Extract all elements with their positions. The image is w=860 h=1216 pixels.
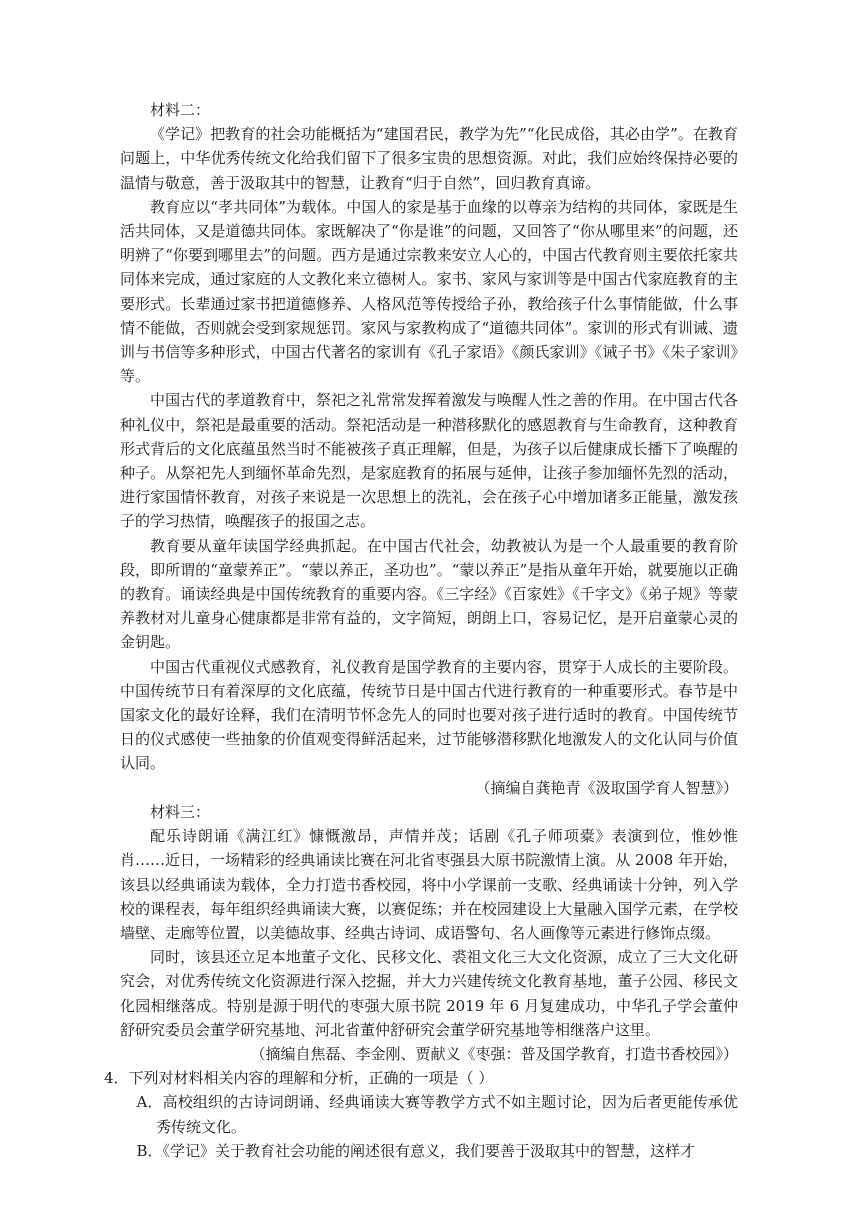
material-2-paragraph-3: 中国古代的孝道教育中，祭祀之礼常常发挥着激发与唤醒人性之善的作用。在中国古代各种礼仪中，祭祀是最重要的活动。祭祀活动是一种潜移默化的感恩教育与生命教育，这种教育形式背后的文化底蕴虽然当时不能被孩子真正理解，但是，为孩子以后健康成长播下了唤醒的种子。从祭祀先人到缅怀革命先烈，是家庭教育的拓展与延伸，让孩子参加缅怀先烈的活动，进行家国情怀教育，对孩子来说是一次思想上的洗礼，会在孩子心中增加诸多正能量，激发孩子的学习热情，唤醒孩子的报国之志。 bbox=[120, 391, 738, 531]
question-4-option-b: B．《学记》关于教育社会功能的阐述很有意义，我们要善于汲取其中的智慧，这样才 bbox=[136, 1141, 696, 1160]
material-3-paragraph-2: 同时，该县还立足本地董子文化、民移文化、裘祖文化三大文化资源，成立了三大文化研究会，对优秀传统文化资源进行深入挖掘，并大力兴建传统文化教育基地，董子公园、移民文化园相继落成。特别是源于明代的枣强大原书院 2019 年 6 月复建成功，中华孔子学会董仲舒研究委员会董学研究基地、河北省董仲舒研究会董学研究基地等相继落户这里。 bbox=[120, 948, 738, 1039]
document-page bbox=[104, 98, 738, 1163]
material-2-paragraph-5: 中国古代重视仪式感教育，礼仪教育是国学教育的主要内容，贯穿于人成长的主要阶段。中国传统节日有着深厚的文化底蕴，传统节日是中国古代进行教育的一种重要形式。春节是中国家文化的最好诠释，我们在清明节怀念先人的同时也要对孩子进行适时的教育。中国传统节日的仪式感使一些抽象的价值观变得鲜活起来，过节能够潜移默化地激发人的文化认同与价值认同。 bbox=[120, 657, 738, 773]
material-2-paragraph-2: 教育应以“孝共同体”为载体。中国人的家是基于血缘的以尊亲为结构的共同体，家既是生活共同体，又是道德共同体。家既解决了“你是谁”的问题，又回答了“你从哪里来”的问题，还明辨了“你要到哪里去”的问题。西方是通过宗教来安立人心的，中国古代教育则主要依托家共同体来完成，通过家庭的人文教化来立德树人。家书、家风与家训等是中国古代家庭教育的主要形式。长辈通过家书把道德修养、人格风范等传授给子孙，教给孩子什么事情能做，什么事情不能做，否则就会受到家规惩罚。家风与家教构成了“道德共同体”。家训的形式有训诫、遗训与书信等多种形式，中国古代著名的家训有《孔子家语》《颜氏家训》《诫子书》《朱子家训》等。 bbox=[120, 197, 738, 386]
question-4-stem: 4．下列对材料相关内容的理解和分析，正确的一项是（ ） bbox=[104, 1069, 494, 1088]
material-3-paragraph-1: 配乐诗朗诵《满江红》慷慨激昂，声情并茂；话剧《孔子师项橐》表演到位，惟妙惟肖……近日，一场精彩的经典诵读比赛在河北省枣强县大原书院激情上演。从 2008 年开始，该县以经典诵读为载体，全力打造书香校园，将中小学课前一支歌、经典诵读十分钟，列入学校的课程表，每年组织经典诵读大赛，以赛促练；并在校园建设上大量融入国学元素，在学校墙壁、走廊等位置，以美德故事、经典古诗词、成语警句、名人画像等元素进行修饰点缀。 bbox=[120, 827, 738, 942]
material-2-source: （摘编自龚艳青《汲取国学育人智慧》） bbox=[475, 778, 738, 797]
material-2-paragraph-1: 《学记》把教育的社会功能概括为“建国君民，教学为先”“化民成俗，其必由学”。在教育问题上，中华优秀传统文化给我们留下了很多宝贵的思想资源。对此，我们应始终保持必要的温情与敬意，善于汲取其中的智慧，让教育“归于自然”，回归教育真谛。 bbox=[120, 125, 738, 192]
material-2-paragraph-4: 教育要从童年读国学经典抓起。在中国古代社会，幼教被认为是一个人最重要的教育阶段，即所谓的“童蒙养正”。“蒙以养正，圣功也”。“蒙以养正”是指从童年开始，就要施以正确的教育。诵读经典是中国传统教育的重要内容。《三字经》《百家姓》《千字文》《弟子规》等蒙养教材对儿童身心健康都是非常有益的，文字简短，朗朗上口，容易记忆，是开启童蒙心灵的金钥匙。 bbox=[120, 536, 738, 652]
material-3-heading: 材料三： bbox=[150, 802, 211, 821]
material-3-source: （摘编自焦磊、李金刚、贾献义《枣强：普及国学教育，打造书香校园》） bbox=[250, 1044, 738, 1063]
question-4-option-a: A．高校组织的古诗词朗诵、经典诵读大赛等教学方式不如主题讨论，因为后者更能传承优秀传统文化。 bbox=[136, 1093, 738, 1136]
material-2-heading: 材料二： bbox=[150, 101, 211, 119]
